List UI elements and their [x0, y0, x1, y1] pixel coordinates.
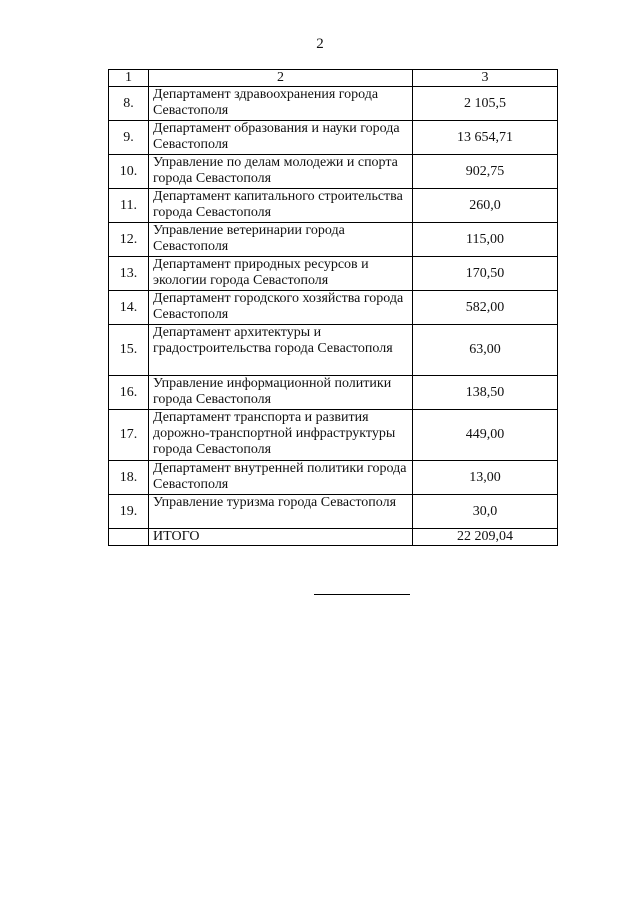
department-name: Департамент капитального строительства города Севастополя [149, 189, 413, 223]
row-number: 17. [109, 410, 149, 461]
department-name: Управление ветеринарии города Севастополя [149, 223, 413, 257]
table-body [109, 87, 558, 546]
header-col-2: 2 [149, 70, 413, 87]
table-row [109, 291, 558, 325]
department-name: Департамент городского хозяйства города Севастополя [149, 291, 413, 325]
total-amount: 22 209,04 [413, 529, 558, 546]
table-row [109, 495, 558, 529]
row-number: 9. [109, 121, 149, 155]
row-number: 14. [109, 291, 149, 325]
table-row [109, 325, 558, 376]
table-row [109, 121, 558, 155]
table-header-row [109, 70, 558, 87]
amount: 2 105,5 [413, 87, 558, 121]
row-number: 18. [109, 461, 149, 495]
table-row [109, 410, 558, 461]
department-name: Департамент транспорта и развития дорожно-транспортной инфраструктуры города Севастополя [149, 410, 413, 461]
header-col-1: 1 [109, 70, 149, 87]
end-divider [314, 594, 410, 595]
department-name: Департамент архитектуры и градостроительства города Севастополя [149, 325, 413, 376]
row-number: 11. [109, 189, 149, 223]
department-name: Департамент природных ресурсов и экологии города Севастополя [149, 257, 413, 291]
table-row [109, 257, 558, 291]
table-row [109, 155, 558, 189]
table-row [109, 461, 558, 495]
amount: 13,00 [413, 461, 558, 495]
department-name: Департамент здравоохранения города Севастополя [149, 87, 413, 121]
total-number-cell [109, 529, 149, 546]
table-row [109, 223, 558, 257]
row-number: 19. [109, 495, 149, 529]
row-number: 13. [109, 257, 149, 291]
amount: 902,75 [413, 155, 558, 189]
row-number: 8. [109, 87, 149, 121]
amount: 63,00 [413, 325, 558, 376]
row-number: 12. [109, 223, 149, 257]
department-name: Управление туризма города Севастополя [149, 495, 413, 529]
department-name: Управление по делам молодежи и спорта города Севастополя [149, 155, 413, 189]
amount: 582,00 [413, 291, 558, 325]
row-number: 10. [109, 155, 149, 189]
department-name: Департамент внутренней политики города Севастополя [149, 461, 413, 495]
header-col-3: 3 [413, 70, 558, 87]
row-number: 16. [109, 376, 149, 410]
table-row [109, 87, 558, 121]
table-row [109, 376, 558, 410]
amount: 138,50 [413, 376, 558, 410]
total-row [109, 529, 558, 546]
amount: 13 654,71 [413, 121, 558, 155]
allocation-table [108, 69, 558, 546]
total-label: ИТОГО [149, 529, 413, 546]
amount: 260,0 [413, 189, 558, 223]
table-row [109, 189, 558, 223]
department-name: Департамент образования и науки города Севастополя [149, 121, 413, 155]
page-number: 2 [316, 36, 324, 52]
amount: 170,50 [413, 257, 558, 291]
amount: 449,00 [413, 410, 558, 461]
row-number: 15. [109, 325, 149, 376]
amount: 30,0 [413, 495, 558, 529]
department-name: Управление информационной политики города Севастополя [149, 376, 413, 410]
amount: 115,00 [413, 223, 558, 257]
